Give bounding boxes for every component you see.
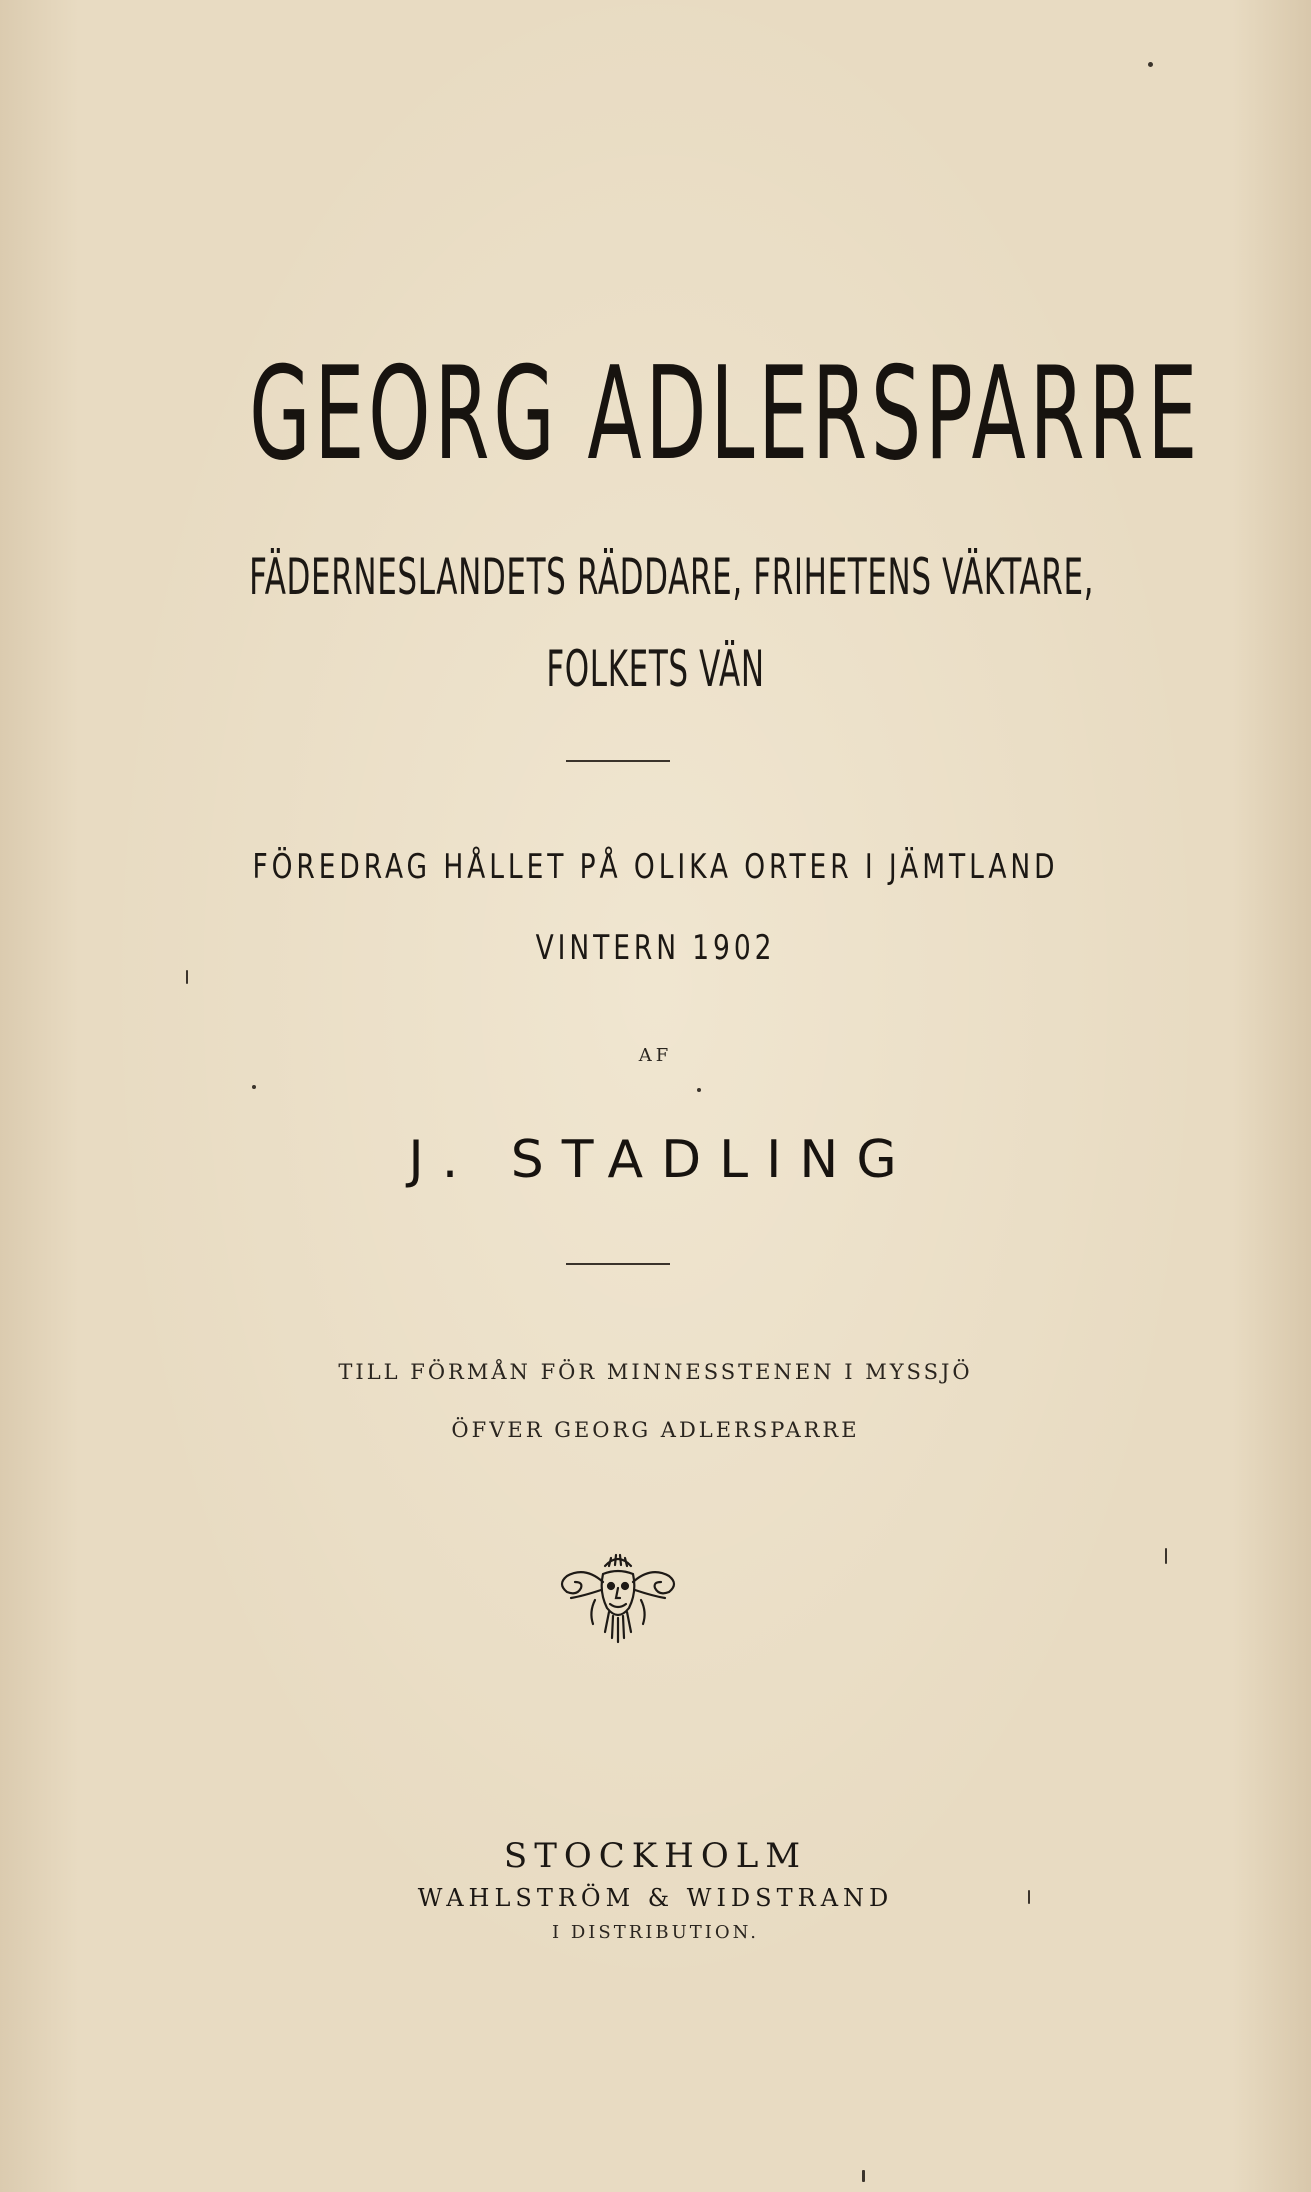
- paper-speck: [1028, 1890, 1030, 1904]
- paper-speck: [1148, 62, 1153, 67]
- divider-rule: [566, 760, 670, 762]
- paper-speck: [697, 1088, 701, 1092]
- lecture-line-2: VINTERN 1902: [535, 928, 776, 968]
- author-name: J. STADLING: [408, 1130, 915, 1190]
- paper-speck: [862, 2170, 865, 2182]
- paper-speck: [252, 1085, 256, 1089]
- divider-rule: [566, 1263, 670, 1265]
- subtitle-line-1: FÄDERNESLANDETS RÄDDARE, FRIHETENS VÄKTARE,: [249, 548, 1095, 606]
- paper-speck: [1165, 1548, 1167, 1564]
- printers-ornament-mask-icon: [555, 1552, 681, 1644]
- byline-af: AF: [638, 1045, 673, 1066]
- imprint-distribution: I DISTRIBUTION.: [552, 1922, 759, 1943]
- subtitle-line-2: FOLKETS VÄN: [546, 640, 765, 698]
- imprint-city: STOCKHOLM: [503, 1836, 808, 1876]
- paper-speck: [186, 970, 188, 984]
- lecture-line-1: FÖREDRAG HÅLLET PÅ OLIKA ORTER I JÄMTLAND: [252, 847, 1059, 887]
- benefit-line-2: ÖFVER GEORG ADLERSPARRE: [451, 1418, 860, 1442]
- book-title: GEORG ADLERSPARRE: [249, 340, 1202, 489]
- benefit-line-1: TILL FÖRMÅN FÖR MINNESSTENEN I MYSSJÖ: [338, 1360, 973, 1384]
- imprint-publisher: WAHLSTRÖM & WIDSTRAND: [417, 1884, 894, 1912]
